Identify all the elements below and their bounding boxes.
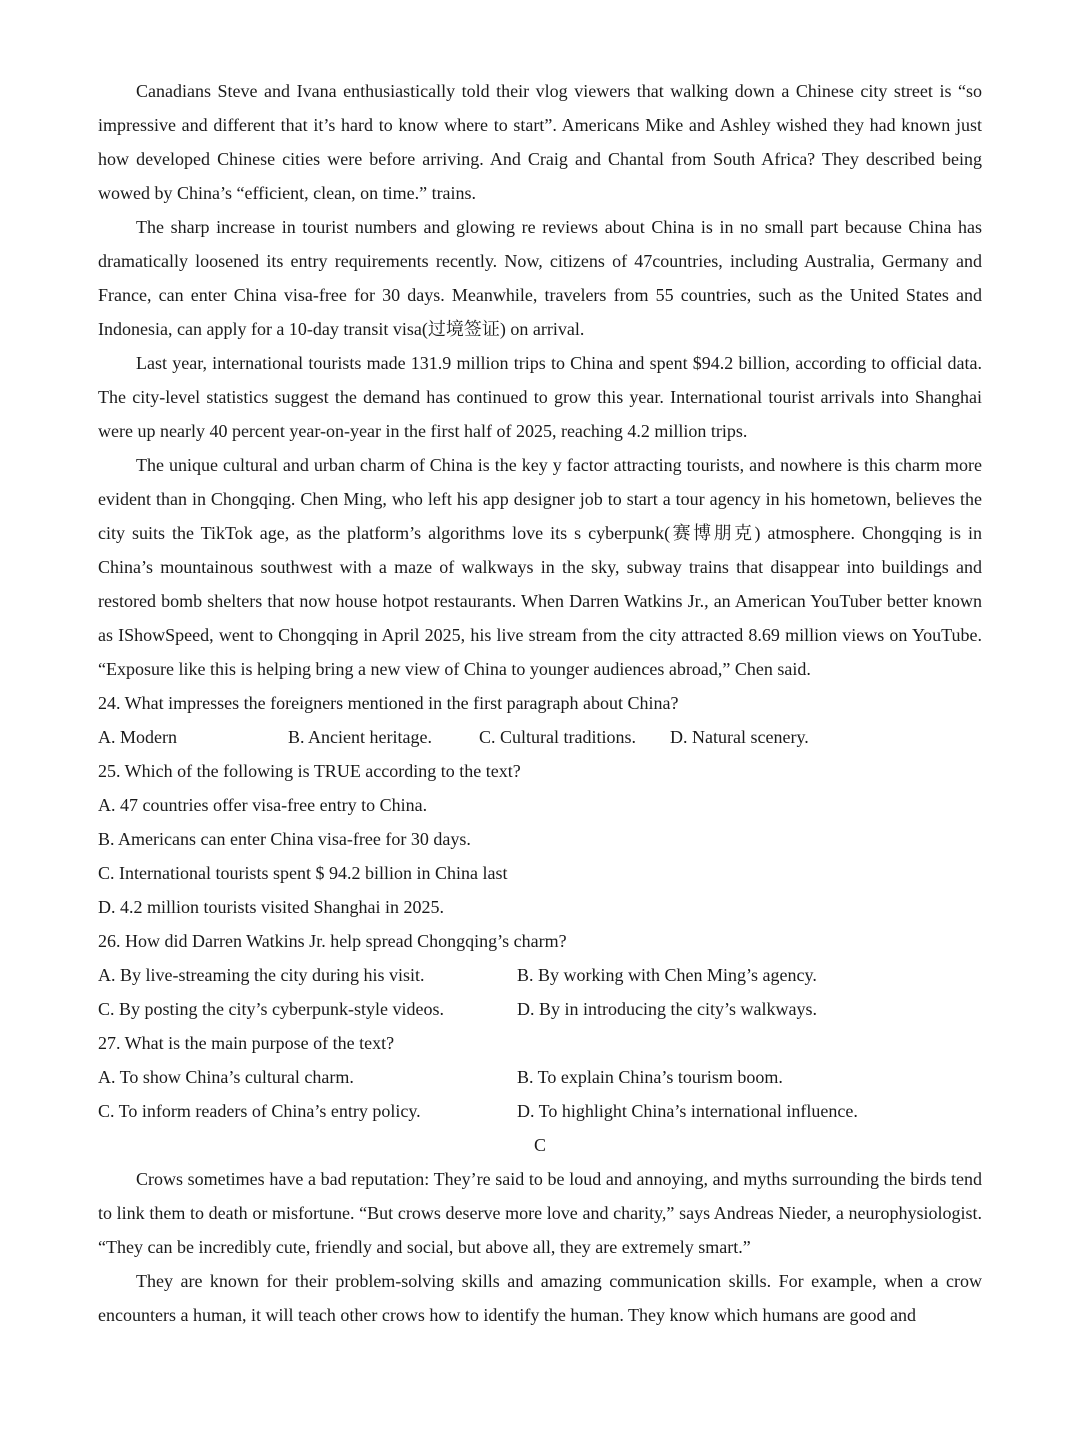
passage-b-paragraph-2: The sharp increase in tourist numbers and glowing re reviews about China is in no small part because China has dramatically loosened its entry requirements recently. Now, citizens of 47countries, including Australia, Germany and France, can enter China visa-free for 30 days. Meanwhile, travelers from 55 countries, such as the United States and Indonesia, can apply for a 10-day transit visa(过境签证) on arrival. [98, 217, 982, 339]
passage-c-paragraph-2: They are known for their problem-solving skills and amazing communication skills. For example, when a crow encounters a human, it will teach other crows how to identify the human. They know which humans are good and [98, 1271, 982, 1325]
exam-page [98, 74, 982, 1332]
passage-b-paragraph-1: Canadians Steve and Ivana enthusiastically told their vlog viewers that walking down a Chinese city street is “so impressive and different that it’s hard to know where to start”. Americans Mike and Ashley wished they had known just how developed Chinese cities were before arriving. And Craig and Chantal from South Africa? They described being wowed by China’s “efficient, clean, on time.” trains. [98, 81, 982, 203]
question-27 [98, 1026, 982, 1128]
option-b: B. Americans can enter China visa-free for 30 days. [98, 829, 471, 849]
question-25 [98, 754, 982, 924]
section-c-heading: C [533, 1135, 546, 1155]
option-d: D. By in introducing the city’s walkways. [517, 999, 817, 1019]
passage-b-paragraph-3: Last year, international tourists made 131.9 million trips to China and spent $94.2 billion, according to official data. The city-level statistics suggest the demand has continued to grow this year. International tourist arrivals into Shanghai were up nearly 40 percent year-on-year in the first half of 2025, reaching 4.2 million trips. [98, 353, 982, 441]
question-stem: 24. What impresses the foreigners mentioned in the first paragraph about China? [98, 693, 679, 713]
option-d: D. Natural scenery. [670, 727, 809, 747]
question-24 [98, 686, 982, 754]
option-a: A. Modern [98, 727, 177, 747]
option-b: B. To explain China’s tourism boom. [517, 1067, 783, 1087]
option-c: C. By posting the city’s cyberpunk-style videos. [98, 999, 444, 1019]
question-options [98, 720, 982, 754]
option-a: A. 47 countries offer visa-free entry to China. [98, 795, 428, 815]
question-options-row-2 [98, 1094, 982, 1128]
option-b: B. Ancient heritage. [288, 727, 432, 747]
option-a: A. To show China’s cultural charm. [98, 1067, 354, 1087]
question-options-row-1 [98, 958, 982, 992]
passage-b-paragraph-4: The unique cultural and urban charm of China is the key y factor attracting tourists, and nowhere is this charm more evident than in Chongqing. Chen Ming, who left his app designer job to start a tour agency in his hometown, believes the city suits the TikTok age, as the platform’s algorithms love its s cyberpunk(赛博朋克) atmosphere. Chongqing is in China’s mountainous southwest with a maze of walkways in the sky, subway trains that disappear into buildings and restored bomb shelters that now house hotpot restaurants. When Darren Watkins Jr., an American YouTuber better known as IShowSpeed, went to Chongqing in April 2025, his live stream from the city attracted 8.69 million views on YouTube. “Exposure like this is helping bring a new view of China to younger audiences abroad,” Chen said. [98, 455, 982, 679]
option-d: D. To highlight China’s international influence. [517, 1101, 858, 1121]
question-stem: 27. What is the main purpose of the text? [98, 1033, 395, 1053]
question-options-row-1 [98, 1060, 982, 1094]
option-a: A. By live-streaming the city during his visit. [98, 965, 425, 985]
question-stem: 26. How did Darren Watkins Jr. help spread Chongqing’s charm? [98, 931, 567, 951]
question-stem: 25. Which of the following is TRUE according to the text? [98, 761, 521, 781]
passage-c-paragraph-1: Crows sometimes have a bad reputation: They’re said to be loud and annoying, and myths surrounding the birds tend to link them to death or misfortune. “But crows deserve more love and charity,” says Andreas Nieder, a neurophysiologist. “They can be incredibly cute, friendly and social, but above all, they are extremely smart.” [98, 1169, 982, 1257]
option-b: B. By working with Chen Ming’s agency. [517, 965, 817, 985]
option-c: C. International tourists spent $ 94.2 billion in China last [98, 863, 508, 883]
option-c: C. Cultural traditions. [479, 727, 636, 747]
option-c: C. To inform readers of China’s entry policy. [98, 1101, 421, 1121]
option-d: D. 4.2 million tourists visited Shanghai in 2025. [98, 897, 444, 917]
question-options-row-2 [98, 992, 982, 1026]
question-26 [98, 924, 982, 1026]
